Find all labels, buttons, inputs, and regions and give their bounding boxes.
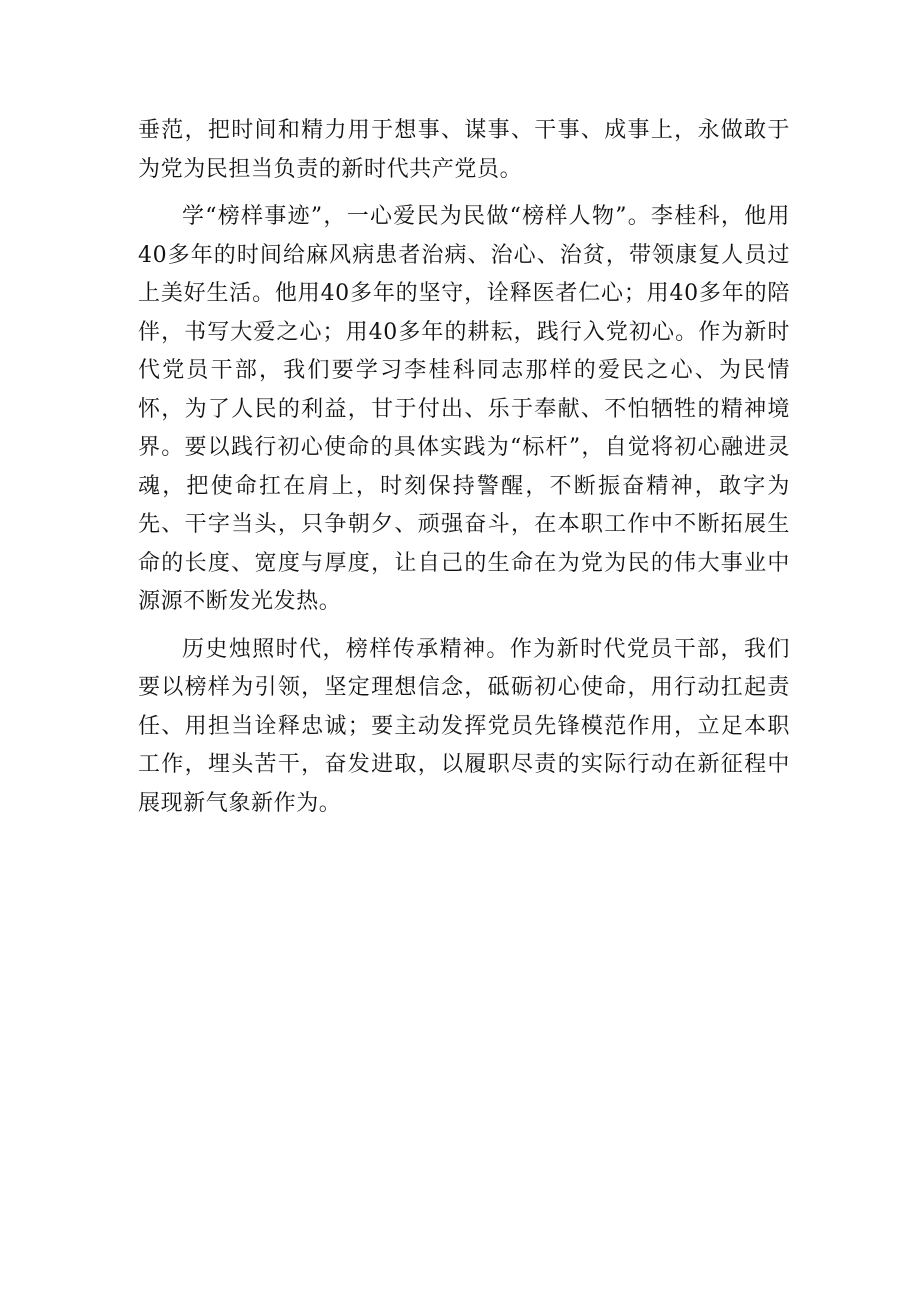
document-body: [138, 112, 790, 823]
paragraph-role-model-deeds: 学“榜样事迹”，一心爱民为民做“榜样人物”。李桂科，他用40多年的时间给麻风病患者治病、治心、治贫，带领康复人员过上美好生活。他用40多年的坚守，诠释医者仁心；用40多年的陪伴，书写大爱之心；用40多年的耕耘，践行入党初心。作为新时代党员干部，我们要学习李桂科同志那样的爱民之心、为民情怀，为了人民的利益，甘于付出、乐于奉献、不怕牺牲的精神境界。要以践行初心使命的具体实践为“标杆”，自觉将初心融进灵魂，把使命扛在肩上，时刻保持警醒，不断振奋精神，敢字为先、干字当头，只争朝夕、顽强奋斗，在本职工作中不断拓展生命的长度、宽度与厚度，让自己的生命在为党为民的伟大事业中源源不断发光发热。: [138, 204, 790, 614]
paragraph-conclusion: 历史烛照时代，榜样传承精神。作为新时代党员干部，我们要以榜样为引领，坚定理想信念，砥砺初心使命，用行动扛起责任、用担当诠释忠诚；要主动发挥党员先锋模范作用，立足本职工作，埋头苦干，奋发进取，以履职尽责的实际行动在新征程中展现新气象新作为。: [138, 636, 790, 816]
paragraph-continuation: 垂范，把时间和精力用于想事、谋事、干事、成事上，永做敢于为党为民担当负责的新时代共产党员。: [138, 118, 790, 182]
